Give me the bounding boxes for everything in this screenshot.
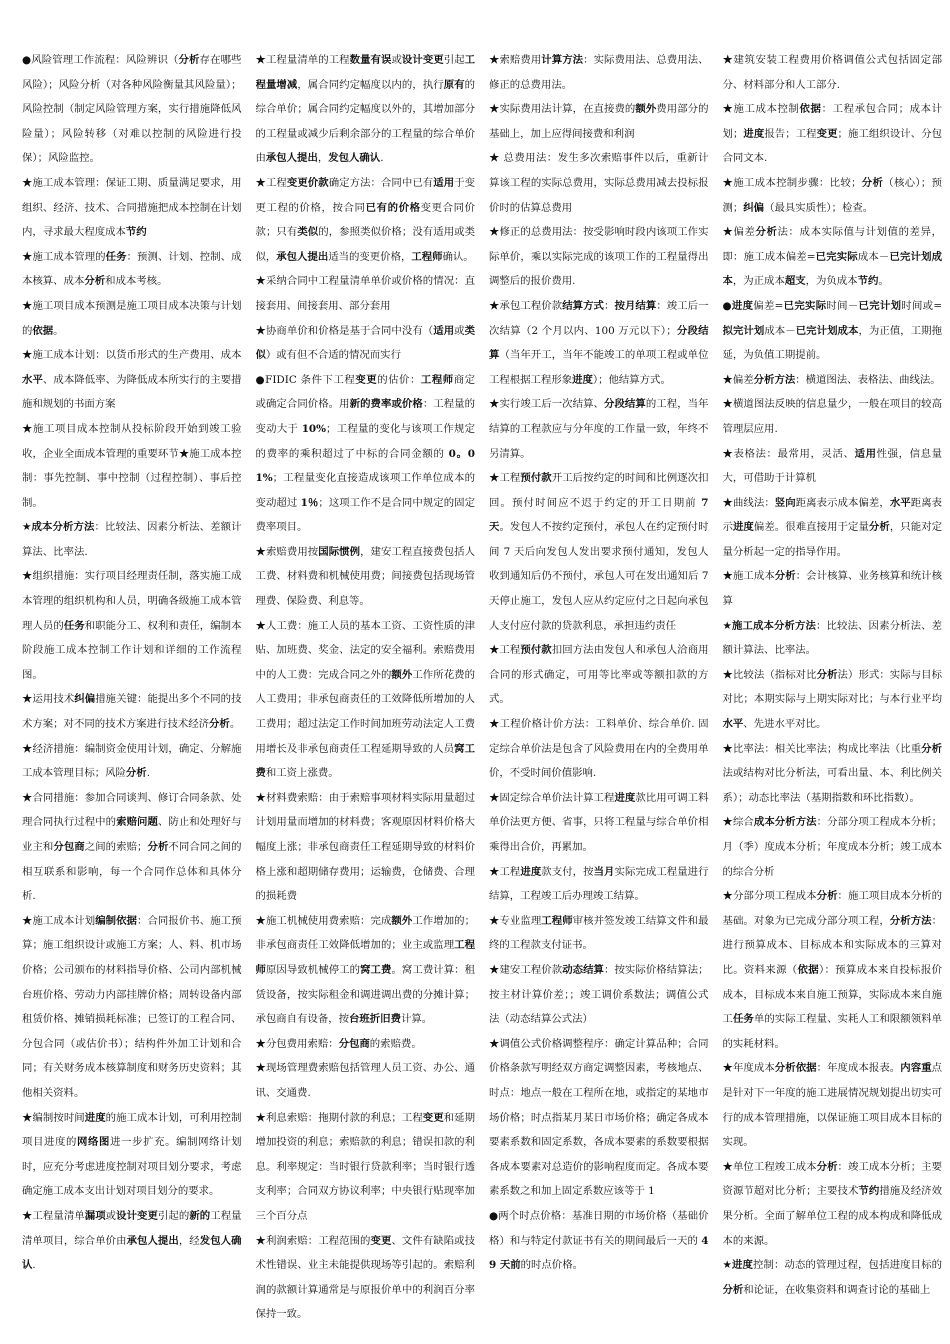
- paragraph: ★工程价格计价方法：工料单价、综合单价. 固定综合单价法是包含了风险费用在内的全费用单价，不受时间价值影响.: [489, 718, 709, 780]
- paragraph: ★年度成本分析依据：年度成本报表。内容重点是针对下一年度的施工进展情况规划提出切实可行的成本管理措施，以保证施工项目成本目标的实现。: [722, 1062, 942, 1149]
- paragraph: ★施工成本计划编制依据：合同报价书、施工预算；施工组织设计或施工方案；人、料、机市场价格；公司颁布的材料指导价格、公司内部机械台班价格、劳动力内部挂牌价格；周转设备内部租赁价格、摊销损耗标准；已签订的工程合同、分包合同（或估价书）；结构件外加工计划和合同；有关财务成本核算制度和财务历史资料；其他相关资料。: [22, 914, 242, 1099]
- paragraph: ★利息索赔：拖期付款的利息；工程变更和延期增加投资的利息；索赔款的利息；错误扣款的利息。利率规定：当时银行贷款利率；当时银行透支利率；合同双方协议利率；中央银行贴现率加三个百分点: [255, 1111, 475, 1222]
- paragraph: ★施工项目成本控制从投标阶段开始到竣工验收，企业全面成本管理的重要环节★施工成本控制：事先控制、事中控制（过程控制）、事后控制。: [22, 422, 242, 509]
- paragraph: ★承包工程价款结算方式：按月结算：竣工后一次结算（2 个月以内、100 万元以下）；分段结算（当年开工，当年不能竣工的单项工程或单位工程根据工程形象进度）；他结算方式。: [489, 299, 709, 386]
- paragraph: ★施工成本分析：会计核算、业务核算和统计核算: [722, 570, 942, 608]
- paragraph: ★施工成本控制依据：工程承包合同；成本计划；进度报告；工程变更；施工组织设计、分包合同文本.: [722, 103, 942, 165]
- paragraph: ★偏差分析法：成本实际值与计划值的差异，即：施工成本偏差=已完实际成本－已完计划成本，为正成本超支，为负成本节约。: [722, 226, 942, 288]
- paragraph: ★施工成本管理：保证工期、质量满足要求，用组织、经济、技术、合同措施把成本控制在计划内，寻求最大程度成本节约: [22, 176, 242, 239]
- paragraph: ★偏差分析方法：横道图法、表格法、曲线法。: [722, 373, 941, 386]
- paragraph: ★综合成本分析方法：分部分项工程成本分析；月（季）度成本分析；年度成本分析；竣工成本的综合分析: [722, 816, 942, 878]
- paragraph: ★施工机械使用费索赔：完成额外工作增加的；非承包商责任工效降低增加的；业主或监理工程师原因导致机械停工的窝工费。窝工费计算：租赁设备，按实际租金和调进调出费的分摊计算；承包商自有设备，按台班折旧费计算。: [255, 914, 475, 1026]
- paragraph: ★曲线法：竖向距离表示成本偏差，水平距离表示进度偏差。很难直接用于定量分析，只能对定量分析起一定的指导作用。: [722, 496, 942, 558]
- paragraph: ★实行竣工后一次结算、分段结算的工程，当年结算的工程款应与分年度的工作量一致，年终不另清算。: [489, 398, 709, 460]
- paragraph: ★分部分项工程成本分析：施工项目成本分析的基础。对象为已完成分部分项工程，分析方法：进行预算成本、目标成本和实际成本的三算对比。资料来源（依据）：预算成本来自投标报价成本，目标成本来自施工预算，实际成本来自施工任务单的实际工程量、实耗人工和限额领料单的实耗材料。: [722, 890, 942, 1050]
- paragraph: ★工程变更价款确定方法：合同中已有适用于变更工程的价格，按合同已有的价格变更合同价款；只有类似的，参照类似价格；没有适用或类似，承包人提出适当的变更价格，工程师确认。: [255, 176, 475, 263]
- paragraph: ★表格法：最常用，灵活、适用性强，信息量大，可借助于计算机: [722, 447, 942, 485]
- paragraph: ★单位工程竣工成本分析：竣工成本分析；主要资源节超对比分析；主要技术节约措施及经济效果分析。全面了解单位工程的成本构成和降低成本的来源。: [722, 1160, 942, 1247]
- paragraph: ★实际费用法计算，在直接费的额外费用部分的基础上，加上应得间接费和利润: [489, 103, 709, 140]
- paragraph: ★索赔费用按国际惯例，建安工程直接费包括人工费、材料费和机械使用费；间接费包括现场管理费、保险费、利息等。: [255, 545, 475, 608]
- paragraph: ★编制按时间进度的施工成本计划，可利用控制项目进度的网络图进一步扩充。编制网络计划时，应充分考虑进度控制对项目划分要求，考虑确定施工成本支出计划对项目划分的要求。: [22, 1111, 242, 1198]
- paragraph: ★横道图法反映的信息量少，一般在项目的较高管理层应用.: [722, 398, 942, 435]
- text-column-4: [723, 48, 943, 1338]
- paragraph: ★固定综合单价法计算工程进度款比用可调工料单价法更方便、省事，只将工程量与综合单价相乘得出合价，再累加。: [489, 791, 709, 853]
- paragraph: ★合同措施：参加合同谈判、修订合同条款、处理合同执行过程中的索赔问题、防止和处理好与业主和分包商之间的索赔；分析不同合同之间的相互联系和影响，每一个合同作总体和具体分析.: [22, 791, 242, 903]
- paragraph: ★分包费用索赔：分包商的索赔费。: [255, 1037, 422, 1050]
- paragraph: ●FIDIC 条件下工程变更的估价：工程师商定或确定合同价格。用新的费率或价格：工程量的变动大于 10%；工程量的变化与该项工作规定的费率的乘积超过了中标的合同金额的 0。01%；工程量变化直接造成该项工作单位成本的变动超过 1％；这项工作不是合同中规定的固定费率项目。: [255, 373, 475, 534]
- paragraph: ★专业监理工程师审核并签发竣工结算文件和最终的工程款支付证书。: [489, 914, 709, 952]
- document-page: [22, 48, 942, 1338]
- paragraph: ★索赔费用计算方法：实际费用法、总费用法、修正的总费用法。: [489, 54, 709, 91]
- paragraph: ★调值公式价格调整程序：确定计算品种；合同价格条款写明经双方商定调整因素，考核地点、时点：地点一般在工程所在地，或指定的某地市场价格；时点指某月某日市场价格；确定各成本要素系数和固定系数，各成本要素的系数要根据各成本要素对总造价的影响程度而定。各成本要素系数之和加上固定系数应该等于 1: [489, 1037, 709, 1198]
- paragraph: ★ 总费用法：发生多次索赔事件以后，重新计算该工程的实际总费用，实际总费用减去投标报价时的估算总费用: [489, 152, 709, 214]
- paragraph: ★施工项目成本预测是施工项目成本决策与计划的依据。: [22, 299, 242, 337]
- paragraph: ★协商单价和价格是基于合同中没有（适用或类似）或有但不合适的情况而实行: [255, 324, 475, 362]
- paragraph: ★工程量清单漏项或设计变更引起的新的工程量清单项目，综合单价由承包人提出，经发包人确认.: [22, 1209, 242, 1272]
- paragraph: ★工程预付款扣回方法由发包人和承包人洽商用合同的形式确定，可用等比率或等额扣款的方式。: [489, 644, 709, 706]
- paragraph: ★组织措施：实行项目经理责任制，落实施工成本管理的组织机构和人员，明确各级施工成本管理人员的任务和职能分工、权利和责任，编制本阶段施工成本控制工作计划和详细的工作流程图。: [22, 570, 242, 681]
- paragraph: ★采纳合同中工程量清单单价或价格的情况：直接套用、间接套用、部分套用: [255, 275, 475, 312]
- paragraph: ★建安工程价款动态结算：按实际价格结算法；按主材计算价差；；竣工调价系数法；调值公式法（动态结算公式法）: [489, 963, 709, 1026]
- paragraph: ★比较法（指标对比分析法）形式：实际与目标对比；本期实际与上期实际对比；与本行业平均水平、先进水平对比。: [722, 668, 942, 731]
- paragraph: ★材料费索赔：由于索赔事项材料实际用量超过计划用量而增加的材料费；客观原因材料价格大幅度上涨；非承包商责任工程延期导致的材料价格上涨和超期储存费用；运输费，仓储费、合理的损耗费: [255, 791, 475, 903]
- paragraph: ★运用技术纠偏措施关键：能提出多个不同的技术方案；对不同的技术方案进行技术经济分析。: [22, 693, 242, 731]
- paragraph: ●风险管理工作流程：风险辨识（分析存在哪些风险）；风险分析（对各种风险衡量其风险量）；风险控制（制定风险管理方案，实行措施降低风险量）；风险转移（对难以控制的风险进行投保）；风险监控。: [22, 54, 242, 165]
- text-column-3: [489, 48, 709, 1338]
- paragraph: ★建筑安装工程费用价格调值公式包括固定部分、材料部分和人工部分.: [722, 54, 942, 91]
- paragraph: ★工程进度款支付，按当月实际完成工程量进行结算，工程竣工后办理竣工结算。: [489, 865, 709, 903]
- paragraph: ★施工成本分析方法：比较法、因素分析法、差额计算法、比率法。: [722, 619, 942, 657]
- paragraph: ★利润索赔：工程范围的变更、文件有缺陷或技术性错误、业主未能提供现场等引起的。索赔利润的款额计算通常是与原报价单中的利润百分率保持一致。: [255, 1234, 475, 1321]
- paragraph: ★比率法：相关比率法；构成比率法（比重分析法或结构对比分析法，可看出量、本、利比例关系）；动态比率法（基期指数和环比指数）。: [722, 742, 942, 804]
- paragraph: ★成本分析方法：比较法、因素分析法、差额计算法、比率法.: [22, 521, 242, 558]
- paragraph: ●进度偏差=已完实际时间－已完计划时间或=拟完计划成本－已完计划成本，为正值，工期拖延，为负值工期提前。: [722, 299, 942, 362]
- paragraph: ★施工成本管理的任务：预测、计划、控制、成本核算、成本分析和成本考核。: [22, 250, 242, 288]
- text-column-2: [256, 48, 476, 1338]
- paragraph: ★人工费：施工人员的基本工资、工资性质的津贴、加班费、奖金、法定的安全福利。索赔费用中的人工费：完成合同之外的额外工作所花费的人工费用；非承包商责任的工效降低所增加的人工费用；超过法定工作时间加班劳动法定人工费用增长及非承包商责任工程延期导致的人员窝工费和工资上涨费。: [255, 619, 475, 780]
- paragraph: ★现场管理费索赔包括管理人员工资、办公、通讯、交通费.: [255, 1062, 475, 1099]
- paragraph: ●两个时点价格：基准日期的市场价格（基础价格）和与特定付款证书有关的期间最后一天的 49 天前的时点价格。: [489, 1209, 709, 1272]
- paragraph: ★工程预付款开工后按约定的时间和比例逐次扣回。预付时间应不迟于约定的开工日期前 7 天。发包人不按约定预付，承包人在约定预付时间 7 天后向发包人发出要求预付通知，发包人收到通知后仍不预付，承包人可在发出通知后 7 天停止施工，发包人应从约定应付之日起向承包人支付应付款的贷款利息，承担违约责任: [489, 472, 709, 632]
- paragraph: ★进度控制：动态的管理过程，包括进度目标的分析和论证，在收集资料和调查讨论的基础上: [722, 1259, 942, 1296]
- paragraph: ★修正的总费用法：按受影响时段内该项工作实际单价，乘以实际完成的该项工作的工程量得出调整后的报价费用.: [489, 226, 709, 288]
- text-column-1: [22, 48, 242, 1338]
- paragraph: ★施工成本计划：以货币形式的生产费用、成本水平、成本降低率、为降低成本所实行的主要措施和规划的书面方案: [22, 349, 242, 411]
- paragraph: ★经济措施：编制资金使用计划，确定、分解施工成本管理目标；风险分析.: [22, 742, 242, 780]
- paragraph: ★工程量清单的工程数量有误或设计变更引起工程量增减，属合同约定幅度以内的，执行原有的综合单价；属合同约定幅度以外的，其增加部分的工程量或减少后剩余部分的工程量的综合单价由承包人提出，发包人确认.: [255, 54, 475, 165]
- paragraph: ★施工成本控制步骤：比较；分析（核心）；预测；纠偏（最具实质性）；检查。: [722, 176, 942, 214]
